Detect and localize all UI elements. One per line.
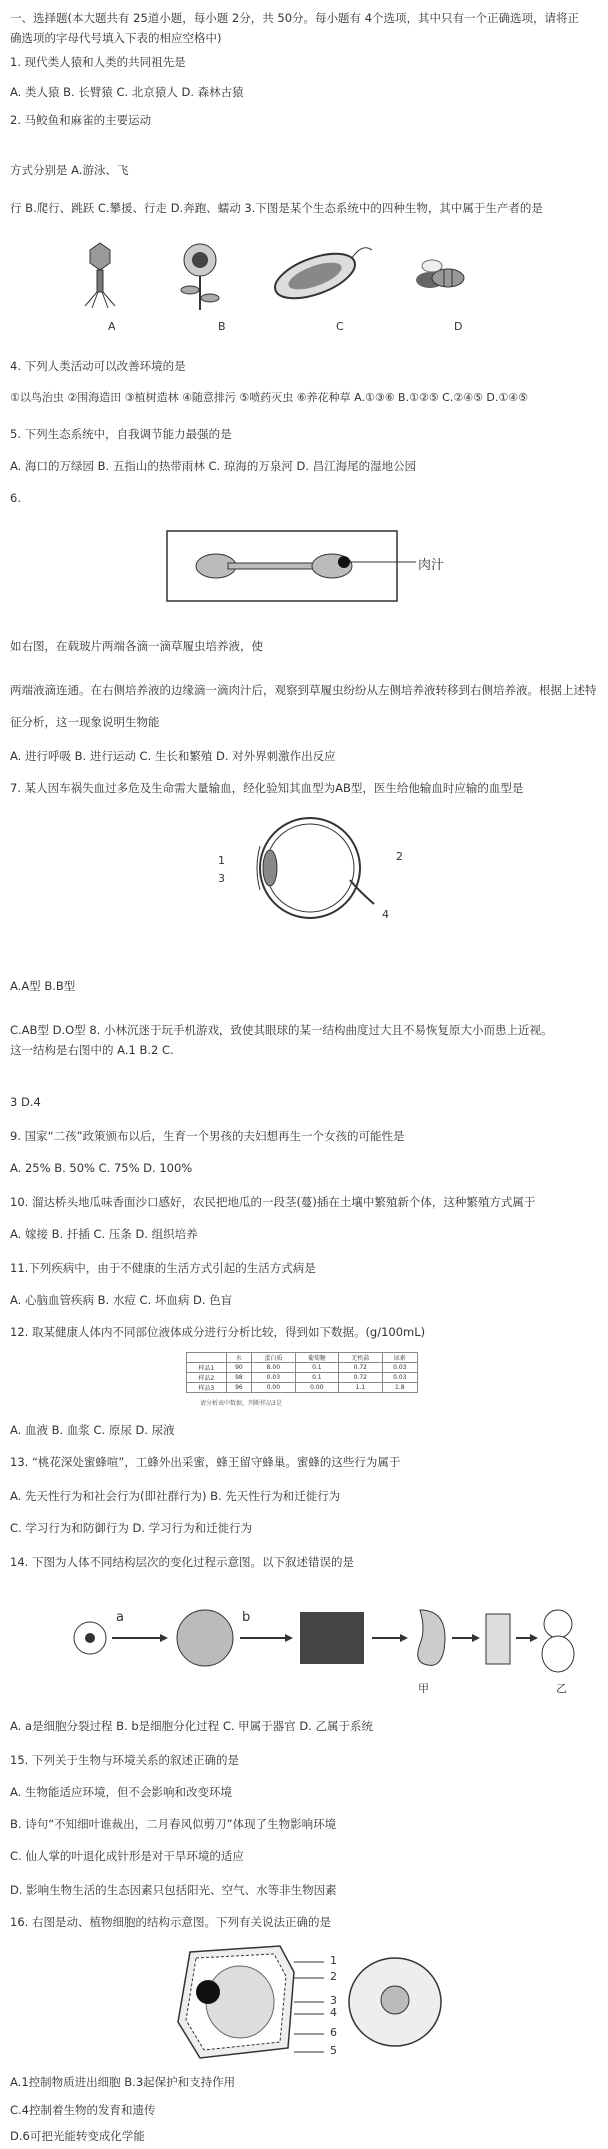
table-cell: 样品3: [187, 1383, 227, 1393]
section-intro: [10, 8, 600, 48]
q16-opt2: C.4控制着生物的发育和遗传: [10, 2103, 156, 2117]
intro-line-1: 一、选择题(本大题共有 25道小题，每小题 2分，共 50分。每小题有 4个选项，其中只有一个正确选项，请将正: [10, 11, 580, 25]
q11-stem: 11.下列疾病中，由于不健康的生活方式引起的生活方式病是: [10, 1261, 316, 1275]
q3-label-c: C: [336, 320, 344, 333]
q3-label-b: B: [218, 320, 226, 333]
table-cell: 90: [226, 1363, 251, 1373]
table-row: [187, 1383, 418, 1393]
table-cell: 葡萄糖: [295, 1353, 338, 1363]
table-cell: 98: [226, 1373, 251, 1383]
q6-fig-label: 肉汁: [418, 558, 445, 573]
table-cell: 0.1: [295, 1373, 338, 1383]
q15-opt4: D. 影响生物生活的生态因素只包括阳光、空气、水等非生物因素: [10, 1883, 337, 1897]
eye-label-1: 1: [218, 854, 225, 867]
q5-stem: 5. 下列生态系统中，自我调节能力最强的是: [10, 427, 232, 441]
q7-line2: C.AB型 D.O型 8. 小林沉迷于玩手机游戏，致使其眼球的某一结构曲度过大且不易恢复原大小而患上近视。: [10, 1023, 553, 1037]
q9-options: A. 25% B. 50% C. 75% D. 100%: [10, 1161, 193, 1175]
intro-line-2: 确选项的字母代号填入下表的相应空格中): [10, 31, 222, 45]
q12-stem: 12. 取某健康人体内不同部位液体成分进行分析比较，得到如下数据。(g/100mL): [10, 1325, 426, 1339]
q7-options: A.A型 B.B型: [10, 979, 76, 993]
q11-options: A. 心脑血管疾病 B. 水痘 C. 坏血病 D. 色盲: [10, 1293, 233, 1307]
eye-label-3: 3: [218, 872, 225, 885]
table-cell: 0.00: [252, 1383, 295, 1393]
q14-label-jia: 甲: [418, 1682, 429, 1695]
q3-label-a: A: [108, 320, 116, 333]
cell-label-4: 4: [330, 2006, 337, 2019]
sunflower-drawing: [181, 244, 219, 310]
table-cell: 0.03: [382, 1363, 417, 1373]
q13-opt2: C. 学习行为和防御行为 D. 学习行为和迁徙行为: [10, 1521, 253, 1535]
q3-organisms-figure: [60, 238, 500, 318]
q7-line3: 这一结构是右图中的 A.1 B.2 C.: [10, 1043, 174, 1057]
table-row: [187, 1363, 418, 1373]
q14-stem: 14. 下图为人体不同结构层次的变化过程示意图。以下叙述错误的是: [10, 1555, 354, 1569]
table-cell: 0.72: [339, 1373, 382, 1383]
q16-stem: 16. 右图是动、植物细胞的结构示意图。下列有关说法正确的是: [10, 1915, 331, 1929]
eyeball-figure: [230, 810, 390, 930]
q14-levels-figure: [60, 1590, 580, 1686]
bee-drawing: [416, 260, 464, 288]
meat-juice-drop: [338, 556, 350, 568]
q13-stem: 13. “桃花深处蜜蜂喧”，工蜂外出采蜜，蜂王留守蜂巢。蜜蜂的这些行为属于: [10, 1455, 401, 1469]
table-cell: 蛋白质: [252, 1353, 295, 1363]
q13-opt1: A. 先天性行为和社会行为(即社群行为) B. 先天性行为和迁徙行为: [10, 1489, 341, 1503]
q4-options: ①以鸟治虫 ②围海造田 ③植树造林 ④随意排污 ⑤喷药灭虫 ⑥养花种草 A.①③⑥ B.①②⑤ C.②④⑤ D.①④⑤: [10, 391, 528, 404]
q16-cells-figure: [170, 1942, 450, 2062]
table-cell: 0.1: [295, 1363, 338, 1373]
cell-label-1: 1: [330, 1954, 337, 1967]
cell-label-3: 3: [330, 1994, 337, 2007]
q6-slide-figure: [166, 530, 446, 602]
q16-opt1: A.1控制物质进出细胞 B.3起保护和支持作用: [10, 2075, 236, 2089]
q15-opt2: B. 诗句“不知细叶谁裁出，二月春风似剪刀”体现了生物影响环境: [10, 1817, 337, 1831]
table-cell: 96: [226, 1383, 251, 1393]
table-row: [187, 1373, 418, 1383]
cell-label-5: 5: [330, 2044, 337, 2057]
bacterium-drawing: [269, 245, 372, 308]
table-cell: 0.72: [339, 1363, 382, 1373]
q12-options: A. 血液 B. 血浆 C. 原尿 D. 尿液: [10, 1423, 175, 1437]
q7-line4: 3 D.4: [10, 1095, 41, 1109]
virus-drawing: [85, 243, 115, 308]
q12-table-caption: 请分析表中数据，判断样品3是: [200, 1400, 282, 1407]
q6-line1: 如右图，在载玻片两端各滴一滴草履虫培养液，使: [10, 639, 263, 653]
q10-options: A. 嫁接 B. 扦插 C. 压条 D. 组织培养: [10, 1227, 198, 1241]
q15-opt3: C. 仙人掌的叶退化成针形是对干旱环境的适应: [10, 1849, 244, 1863]
q16-opt3: D.6可把光能转变成化学能: [10, 2129, 145, 2143]
table-cell: 0.00: [295, 1383, 338, 1393]
q3-label-d: D: [454, 320, 463, 333]
cell-label-6: 6: [330, 2026, 337, 2039]
q12-data-table: [186, 1352, 418, 1393]
q7-stem: 7. 某人因车祸失血过多危及生命需大量输血，经化验知其血型为AB型，医生给他输血时应输的血型是: [10, 781, 524, 795]
table-cell: 水: [226, 1353, 251, 1363]
table-cell: 8.00: [252, 1363, 295, 1373]
q15-opt1: A. 生物能适应环境，但不会影响和改变环境: [10, 1785, 232, 1799]
table-cell: 1.8: [382, 1383, 417, 1393]
q10-stem: 10. 溜达桥头地瓜味香面沙口感好，农民把地瓜的一段茎(蔓)插在土壤中繁殖新个体，这种繁殖方式属于: [10, 1195, 536, 1209]
eye-label-2: 2: [396, 850, 403, 863]
q14-label-b: b: [242, 1610, 251, 1625]
q6-number: 6.: [10, 491, 21, 505]
q14-label-a: a: [116, 1610, 124, 1625]
table-cell: 尿素: [382, 1353, 417, 1363]
eye-label-4: 4: [382, 908, 389, 921]
q6-options: A. 进行呼吸 B. 进行运动 C. 生长和繁殖 D. 对外界刺激作出反应: [10, 749, 336, 763]
q4-stem: 4. 下列人类活动可以改善环境的是: [10, 359, 186, 373]
cell-label-2: 2: [330, 1970, 337, 1983]
table-header-row: [187, 1353, 418, 1363]
table-cell: 样品2: [187, 1373, 227, 1383]
table-cell: 样品1: [187, 1363, 227, 1373]
table-cell: 1.1: [339, 1383, 382, 1393]
q2-line2: 方式分别是 A.游泳、飞: [10, 163, 129, 177]
q6-line3: 征分析，这一现象说明生物能: [10, 715, 160, 729]
q6-line2: 两端液滴连通。在右侧培养液的边缘滴一滴肉汁后，观察到草履虫纷纷从左侧培养液转移到右侧培养液。根据上述特: [10, 683, 597, 697]
q9-stem: 9. 国家“二孩”政策颁布以后，生育一个男孩的夫妇想再生一个女孩的可能性是: [10, 1129, 405, 1143]
q2-stem: 2. 马鲛鱼和麻雀的主要运动: [10, 113, 152, 127]
table-cell: [187, 1353, 227, 1363]
q15-stem: 15. 下列关于生物与环境关系的叙述正确的是: [10, 1753, 239, 1767]
table-cell: 0.03: [252, 1373, 295, 1383]
q5-options: A. 海口的万绿园 B. 五指山的热带雨林 C. 琼海的万泉河 D. 昌江海尾的湿地公园: [10, 459, 417, 473]
q2-line3: 行 B.爬行、跳跃 C.攀援、行走 D.奔跑、蠕动 3.下图是某个生态系统中的四种生物，其中属于生产者的是: [10, 201, 543, 215]
table-cell: 无机盐: [339, 1353, 382, 1363]
q14-options: A. a是细胞分裂过程 B. b是细胞分化过程 C. 甲属于器官 D. 乙属于系统: [10, 1719, 373, 1733]
table-cell: 0.03: [382, 1373, 417, 1383]
q1-options: A. 类人猿 B. 长臂猿 C. 北京猿人 D. 森林古猿: [10, 85, 244, 99]
q14-label-yi: 乙: [556, 1682, 567, 1695]
q1-stem: 1. 现代类人猿和人类的共同祖先是: [10, 55, 186, 69]
